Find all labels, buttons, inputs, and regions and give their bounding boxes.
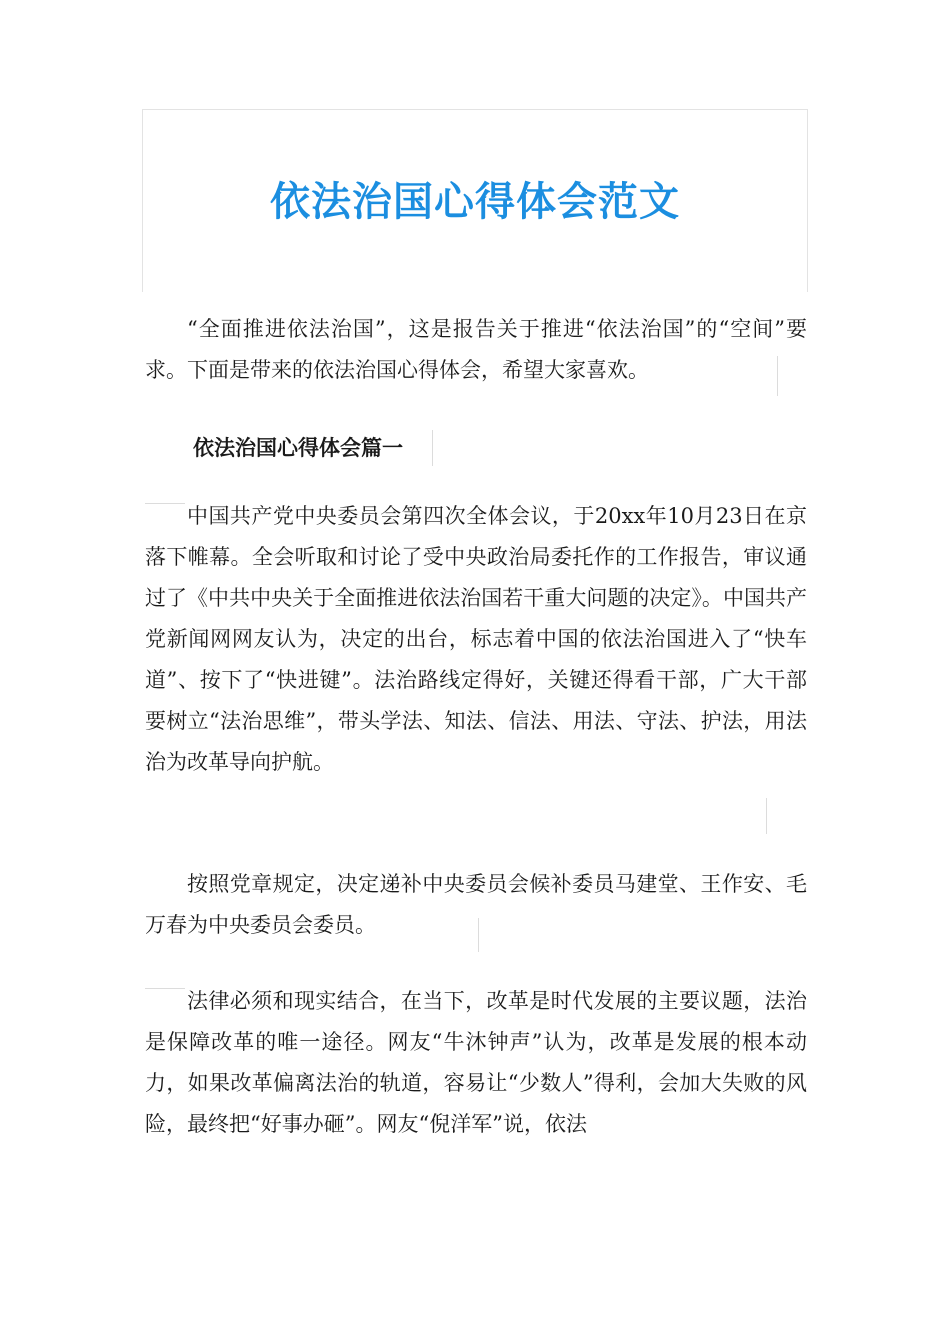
intro-paragraph: “全面推进依法治国”，这是报告关于推进“依法治国”的“空间”要求。下面是带来的依法治国心得体会，希望大家喜欢。 <box>145 317 807 382</box>
body-paragraph-2: 按照党章规定，决定递补中央委员会候补委员马建堂、王作安、毛万春为中央委员会委员。 <box>145 872 807 937</box>
paragraph-mark <box>777 356 778 396</box>
document-title: 依法治国心得体会范文 <box>270 179 680 225</box>
body-paragraph-3: 法律必须和现实结合，在当下，改革是时代发展的主要议题，法治是保障改革的唯一途径。网友“牛沐钟声”认为，改革是发展的根本动力，如果改革偏离法治的轨道，容易让“少数人”得利，会加大失败的风险，最终把“好事办砸”。网友“倪洋军”说，依法 <box>145 989 807 1136</box>
paragraph-mark <box>478 918 479 952</box>
body-paragraph-1: 中国共产党中央委员会第四次全体会议，于20xx年10月23日在京落下帷幕。全会听取和讨论了受中央政治局委托作的工作报告，审议通过了《中共中央关于全面推进依法治国若干重大问题的决定》。中国共产党新闻网网友认为，决定的出台，标志着中国的依法治国进入了“快车道”、按下了“快进键”。法治路线定得好，关键还得看干部，广大干部要树立“法治思维”，带头学法、知法、信法、用法、守法、护法，用法治为改革导向护航。 <box>145 504 807 774</box>
section-heading: 依法治国心得体会篇一 <box>193 436 403 460</box>
title-frame <box>142 109 808 292</box>
paragraph-mark <box>766 798 767 834</box>
paragraph-mark <box>432 430 433 466</box>
